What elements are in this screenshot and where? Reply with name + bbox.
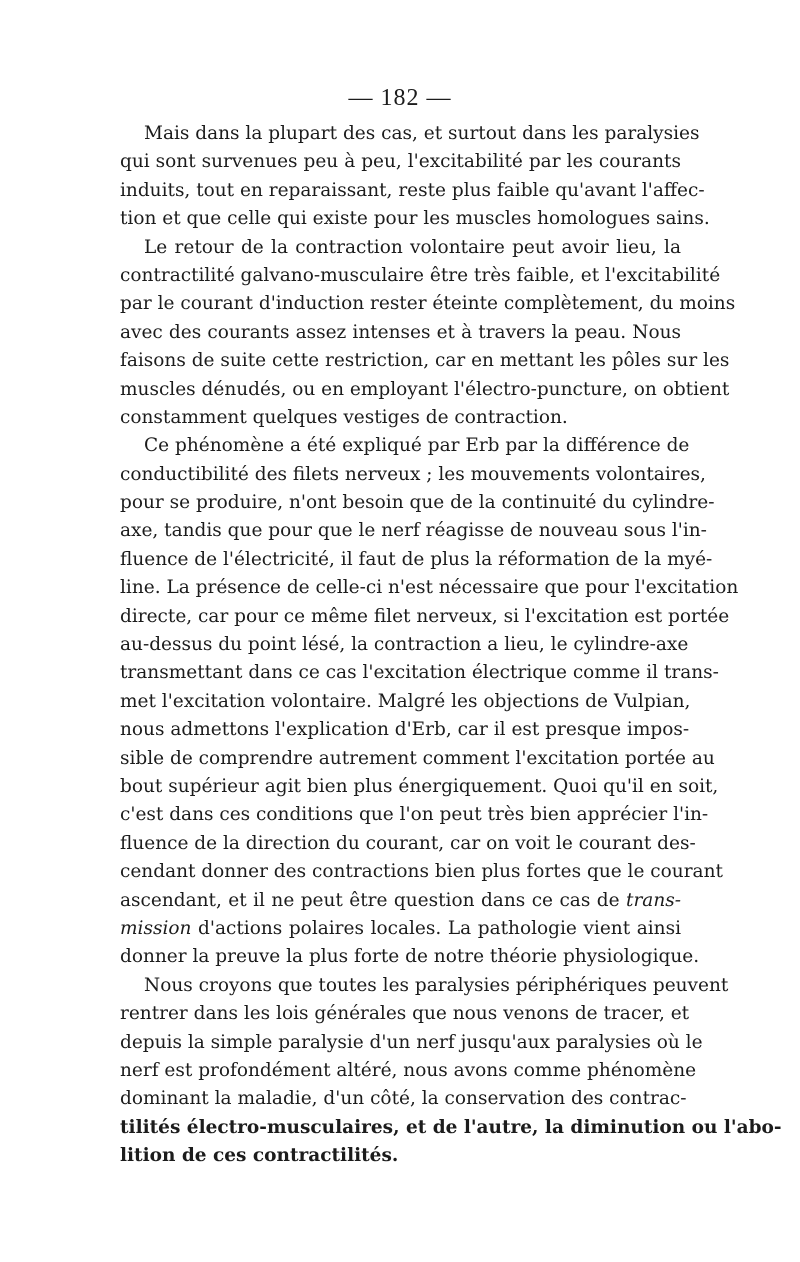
page-number: — 182 — [348,85,452,111]
text-line: pour se produire, n'ont besoin que de la continuité du cylindre- [120,492,715,514]
text-line: faisons de suite cette restriction, car en mettant les pôles sur les [120,350,730,372]
text-line: donner la preuve la plus forte de notre théorie physiologique. [120,946,700,968]
text-line: Mais dans la plupart des cas, et surtout dans les paralysies [144,123,700,144]
text-line: constamment quelques vestiges de contraction. [120,406,568,428]
text-line: fluence de l'électricité, il faut de plus la réformation de la myé- [120,548,713,570]
text-line: fluence de la direction du courant, car on voit le courant des- [120,832,696,854]
text-line: bout supérieur agit bien plus énergiquement. Quoi qu'il en soit, [120,775,719,797]
text-line: nous admettons l'explication d'Erb, car il est presque impos- [120,719,690,741]
text-line: conductibilité des filets nerveux ; les mouvements volontaires, [120,463,706,485]
text-line: avec des courants assez intenses et à travers la peau. Nous [120,321,681,343]
text-line: line. La présence de celle-ci n'est nécessaire que pour l'excitation [120,577,739,599]
text-line: qui sont survenues peu à peu, l'excitabilité par les courants [120,151,681,173]
italic-word: trans- [626,889,681,911]
text-line: nerf est profondément altéré, nous avons comme phénomène [120,1059,697,1081]
text-line: directe, car pour ce même filet nerveux, si l'excitation est portée [120,605,730,627]
text-line: tion et que celle qui existe pour les muscles homologues sains. [120,208,710,230]
text-line: c'est dans ces conditions que l'on peut très bien apprécier l'in- [120,804,709,826]
text-line: muscles dénudés, ou en employant l'électro-puncture, on obtient [120,378,730,400]
text-fragment: d'actions polaires locales. La pathologie vient ainsi [198,917,682,939]
text-line-with-italic [120,887,681,915]
italic-word: mission [120,917,192,939]
text-line: met l'excitation volontaire. Malgré les objections de Vulpian, [120,690,691,712]
text-line: transmettant dans ce cas l'excitation électrique comme il trans- [120,662,719,684]
text-line: axe, tandis que pour que le nerf réagisse de nouveau sous l'in- [120,520,707,542]
text-line: tilités électro-musculaires, et de l'autre, la diminution ou l'abo- [120,1116,782,1138]
text-line: par le courant d'induction rester éteinte complètement, du moins [120,293,736,315]
body-text [120,120,782,1170]
text-line: induits, tout en reparaissant, reste plus faible qu'avant l'affec- [120,179,705,201]
text-line: Nous croyons que toutes les paralysies périphériques peuvent [144,974,729,996]
text-line-with-italic [120,915,681,943]
text-line: sible de comprendre autrement comment l'excitation portée au [120,747,715,769]
text-fragment: ascendant, et il ne peut être question dans ce cas de [120,889,620,911]
text-line: dominant la maladie, d'un côté, la conservation des contrac- [120,1088,687,1110]
text-line: cendant donner des contractions bien plus fortes que le courant [120,861,723,883]
text-line: lition de ces contractilités. [120,1145,399,1167]
text-line: depuis la simple paralysie d'un nerf jusqu'aux paralysies où le [120,1031,703,1053]
text-line: au-dessus du point lésé, la contraction a lieu, le cylindre-axe [120,634,689,656]
text-line: Ce phénomène a été expliqué par Erb par la différence de [144,435,690,457]
text-line: contractilité galvano-musculaire être très faible, et l'excitabilité [120,264,721,286]
text-line: rentrer dans les lois générales que nous venons de tracer, et [120,1003,690,1025]
text-line: Le retour de la contraction volontaire peut avoir lieu, la [144,236,681,258]
